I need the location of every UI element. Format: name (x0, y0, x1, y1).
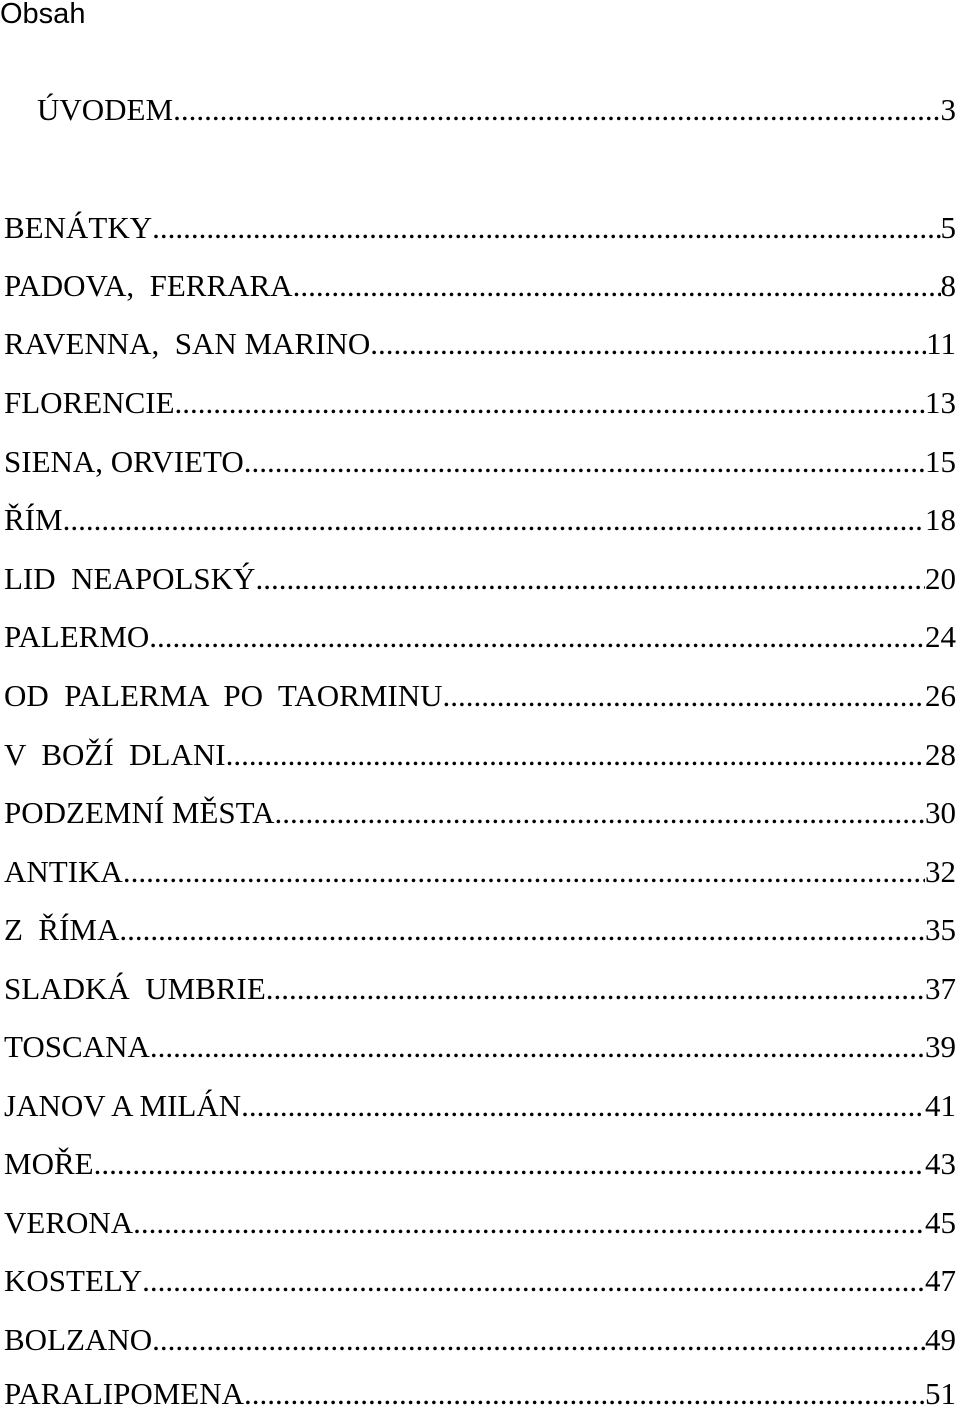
toc-entry-title: ANTIKA (4, 854, 123, 889)
toc-entry-leader (123, 854, 925, 890)
toc-entry-page: 28 (925, 737, 956, 772)
toc-entry-page: 45 (925, 1205, 956, 1240)
toc-entry-leader (226, 737, 925, 773)
toc-entry-leader (266, 971, 925, 1007)
toc-entry-title: LID NEAPOLSKÝ (4, 561, 256, 596)
toc-entry-leader (244, 444, 925, 480)
toc-entry-page: 49 (925, 1322, 956, 1357)
toc-entry-title: PODZEMNÍ MĚSTA (4, 795, 275, 830)
toc-entry-leader (152, 1322, 925, 1358)
toc-entry[interactable] (4, 854, 956, 890)
toc-entry[interactable] (4, 1146, 956, 1182)
toc-entry[interactable] (4, 795, 956, 831)
toc-entry[interactable] (4, 1029, 956, 1065)
toc-entry-page: 5 (940, 210, 956, 245)
toc-entry-page: 43 (925, 1146, 956, 1181)
toc-entry-page: 13 (925, 385, 956, 420)
toc-entry[interactable] (4, 1263, 956, 1299)
toc-entry-page: 32 (925, 854, 956, 889)
toc-entry-leader (173, 92, 940, 128)
toc-entry-title: JANOV A MILÁN (4, 1088, 242, 1123)
toc-heading: Obsah (0, 0, 86, 30)
toc-entry-page: 24 (925, 619, 956, 654)
toc-entry-leader (152, 210, 940, 246)
toc-entry-title: SIENA, ORVIETO (4, 444, 244, 479)
toc-entry-title: Z ŘÍMA (4, 912, 120, 947)
toc-entry-page: 8 (940, 268, 956, 303)
toc-entry-title: ŘÍM (4, 502, 63, 537)
toc-entry-title: PARALIPOMENA (4, 1376, 245, 1411)
toc-entry-title: VERONA (4, 1205, 134, 1240)
toc-entry-title: BOLZANO (4, 1322, 153, 1357)
toc-entry-page: 20 (925, 561, 956, 596)
toc-entry-leader (244, 1376, 925, 1412)
toc-entry-title: BENÁTKY (4, 210, 153, 245)
toc-entry-leader (63, 502, 925, 538)
toc-entry[interactable] (4, 737, 956, 773)
toc-entry-leader (150, 1029, 925, 1065)
toc-entry-leader (175, 385, 926, 421)
toc-entry-page: 15 (925, 444, 956, 479)
toc-entry-title: PADOVA, FERRARA (4, 268, 293, 303)
toc-entry[interactable] (4, 678, 956, 714)
toc-entry[interactable] (4, 326, 956, 362)
toc-entry-leader (94, 1146, 925, 1182)
toc-entry[interactable] (4, 210, 956, 246)
toc-entry[interactable] (4, 1322, 956, 1358)
toc-entry[interactable] (4, 1205, 956, 1241)
toc-entry-leader (255, 561, 925, 597)
toc-entry[interactable] (4, 268, 956, 304)
toc-entry-page: 35 (925, 912, 956, 947)
toc-entry[interactable] (4, 444, 956, 480)
toc-entry-page: 39 (925, 1029, 956, 1064)
toc-entry[interactable] (4, 912, 956, 948)
toc-entry-page: 41 (925, 1088, 956, 1123)
toc-entry[interactable] (37, 92, 956, 128)
toc-entry[interactable] (4, 971, 956, 1007)
toc-entry-leader (149, 619, 925, 655)
toc-entry-leader (142, 1263, 925, 1299)
toc-entry-title: KOSTELY (4, 1263, 143, 1298)
toc-entry-title: RAVENNA, SAN MARINO (4, 326, 371, 361)
toc-entry-page: 47 (925, 1263, 956, 1298)
toc-entry-leader (275, 795, 926, 831)
toc-entry-title: ÚVODEM (37, 92, 174, 127)
toc-entry-page: 18 (925, 502, 956, 537)
toc-entry-leader (293, 268, 941, 304)
toc-entry[interactable] (4, 561, 956, 597)
toc-entry[interactable] (4, 1376, 956, 1412)
toc-entry-page: 37 (925, 971, 956, 1006)
toc-entry-page: 11 (926, 326, 956, 361)
toc-entry-leader (133, 1205, 925, 1241)
toc-entry-page: 26 (925, 678, 956, 713)
toc-entry[interactable] (4, 619, 956, 655)
toc-entry-title: FLORENCIE (4, 385, 175, 420)
toc-entry-leader (370, 326, 926, 362)
toc-entry-title: MOŘE (4, 1146, 94, 1181)
toc-entry[interactable] (4, 385, 956, 421)
toc-entry-title: OD PALERMA PO TAORMINU (4, 678, 443, 713)
toc-entry-title: TOSCANA (4, 1029, 150, 1064)
toc-entry-leader (119, 912, 925, 948)
toc-entry-title: V BOŽÍ DLANI (4, 737, 226, 772)
toc-entry-page: 30 (925, 795, 956, 830)
toc-entry-page: 51 (925, 1376, 956, 1411)
toc-entry-page: 3 (940, 92, 956, 127)
toc-entry-leader (442, 678, 925, 714)
toc-entry[interactable] (4, 502, 956, 538)
toc-entry[interactable] (4, 1088, 956, 1124)
toc-entry-leader (241, 1088, 925, 1124)
toc-entry-title: SLADKÁ UMBRIE (4, 971, 266, 1006)
toc-entry-title: PALERMO (4, 619, 150, 654)
